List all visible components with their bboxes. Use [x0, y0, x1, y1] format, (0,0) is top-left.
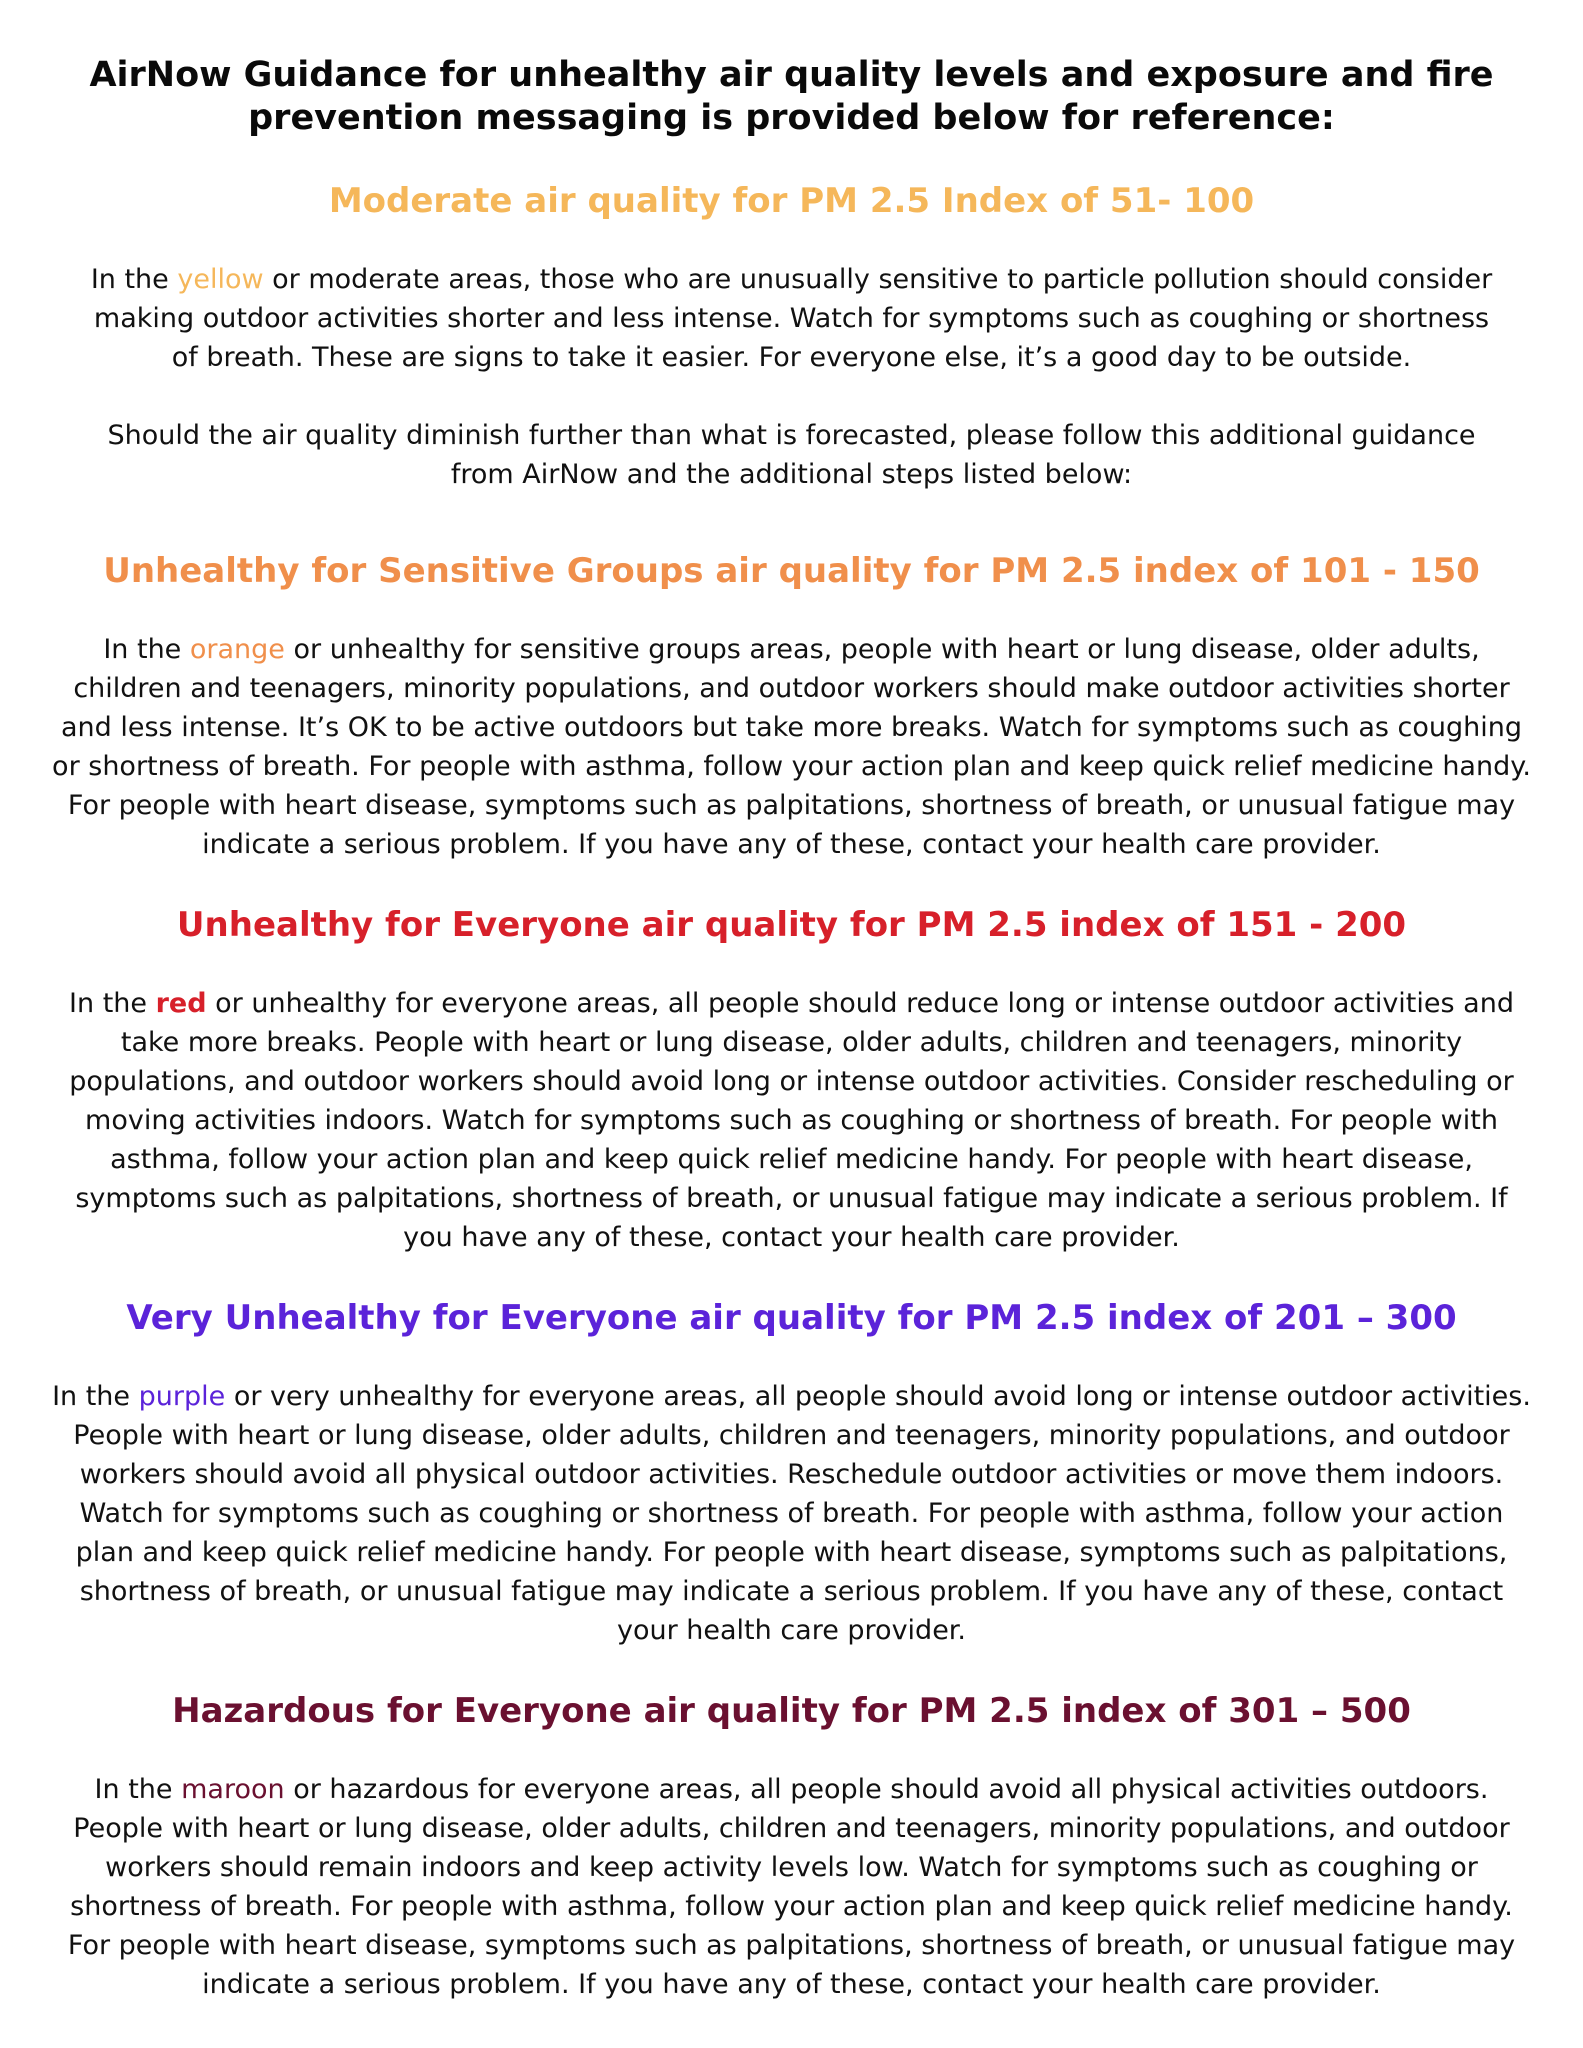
- usg-prefix: In the: [103, 634, 190, 665]
- hazardous-heading: Hazardous for Everyone air quality for PM 2.5 index of 301 – 500: [172, 1691, 1411, 1731]
- unhealthy-paragraph: [48, 984, 1535, 1257]
- forecast-note: Should the air quality diminish further than what is forecasted, please follow this additional guidance from AirNow and the additional steps listed below:: [107, 420, 1476, 490]
- usg-body: or unhealthy for sensitive groups areas, people with heart or lung disease, older adults, children and teenagers, minority populations, and outdoor workers should make outdoor activities shorter and less intense. It’s OK to be active outdoors but take more breaks. Watch for symptoms such as coughing or shortness of breath. For people with asthma, follow your action plan and keep quick relief medicine handy. For people with heart disease, symptoms such as palpitations, shortness of breath, or unusual fatigue may indicate a serious problem. If you have any of these, contact your health care provider.: [52, 634, 1531, 860]
- hazardous-paragraph: [48, 1770, 1535, 2004]
- very-unhealthy-paragraph: [48, 1377, 1535, 1650]
- very-unhealthy-body: or very unhealthy for everyone areas, all people should avoid long or intense outdoor activities. People with heart or lung disease, older adults, children and teenagers, minority populations, and outdoor workers should avoid all physical outdoor activities. Reschedule outdoor activities or move them indoors. Watch for symptoms such as coughing or shortness of breath. For people with asthma, follow your action plan and keep quick relief medicine handy. For people with heart disease, symptoms such as palpitations, shortness of breath, or unusual fatigue may indicate a serious problem. If you have any of these, contact your health care provider.: [73, 1381, 1531, 1646]
- very-unhealthy-color-word: purple: [138, 1381, 226, 1412]
- hazardous-prefix: In the: [94, 1774, 182, 1805]
- unhealthy-color-word: red: [155, 988, 207, 1019]
- very-unhealthy-prefix: In the: [52, 1381, 139, 1412]
- unhealthy-heading: Unhealthy for Everyone air quality for PM 2.5 index of 151 - 200: [176, 905, 1407, 945]
- unhealthy-prefix: In the: [69, 988, 156, 1019]
- very-unhealthy-heading: Very Unhealthy for Everyone air quality for PM 2.5 index of 201 – 300: [126, 1298, 1457, 1338]
- hazardous-color-word: maroon: [181, 1774, 285, 1805]
- moderate-color-word: yellow: [177, 264, 264, 295]
- moderate-paragraph: [82, 260, 1502, 377]
- usg-color-word: orange: [189, 634, 285, 665]
- usg-paragraph: [48, 630, 1535, 864]
- unhealthy-body: or unhealthy for everyone areas, all people should reduce long or intense outdoor activities and take more breaks. People with heart or lung disease, older adults, children and teenagers, minority populations, and outdoor workers should avoid long or intense outdoor activities. Consider rescheduling or moving activities indoors. Watch for symptoms such as coughing or shortness of breath. For people with asthma, follow your action plan and keep quick relief medicine handy. For people with heart disease, symptoms such as palpitations, shortness of breath, or unusual fatigue may indicate a serious problem. If you have any of these, contact your health care provider.: [69, 988, 1514, 1253]
- moderate-body: or moderate areas, those who are unusually sensitive to particle pollution should consider making outdoor activities shorter and less intense. Watch for symptoms such as coughing or shortness of breath. These are signs to take it easier. For everyone else, it’s a good day to be outside.: [93, 264, 1493, 373]
- page-title: AirNow Guidance for unhealthy air quality levels and exposure and fire prevention messaging is provided below for reference:: [89, 55, 1494, 138]
- usg-heading: Unhealthy for Sensitive Groups air quality for PM 2.5 index of 101 - 150: [103, 551, 1480, 591]
- hazardous-body: or hazardous for everyone areas, all people should avoid all physical activities outdoors. People with heart or lung disease, older adults, children and teenagers, minority populations, and outdoor workers should remain indoors and keep activity levels low. Watch for symptoms such as coughing or shortness of breath. For people with asthma, follow your action plan and keep quick relief medicine handy. For people with heart disease, symptoms such as palpitations, shortness of breath, or unusual fatigue may indicate a serious problem. If you have any of these, contact your health care provider.: [67, 1774, 1516, 2000]
- moderate-heading: Moderate air quality for PM 2.5 Index of 51- 100: [328, 181, 1255, 221]
- moderate-prefix: In the: [90, 264, 178, 295]
